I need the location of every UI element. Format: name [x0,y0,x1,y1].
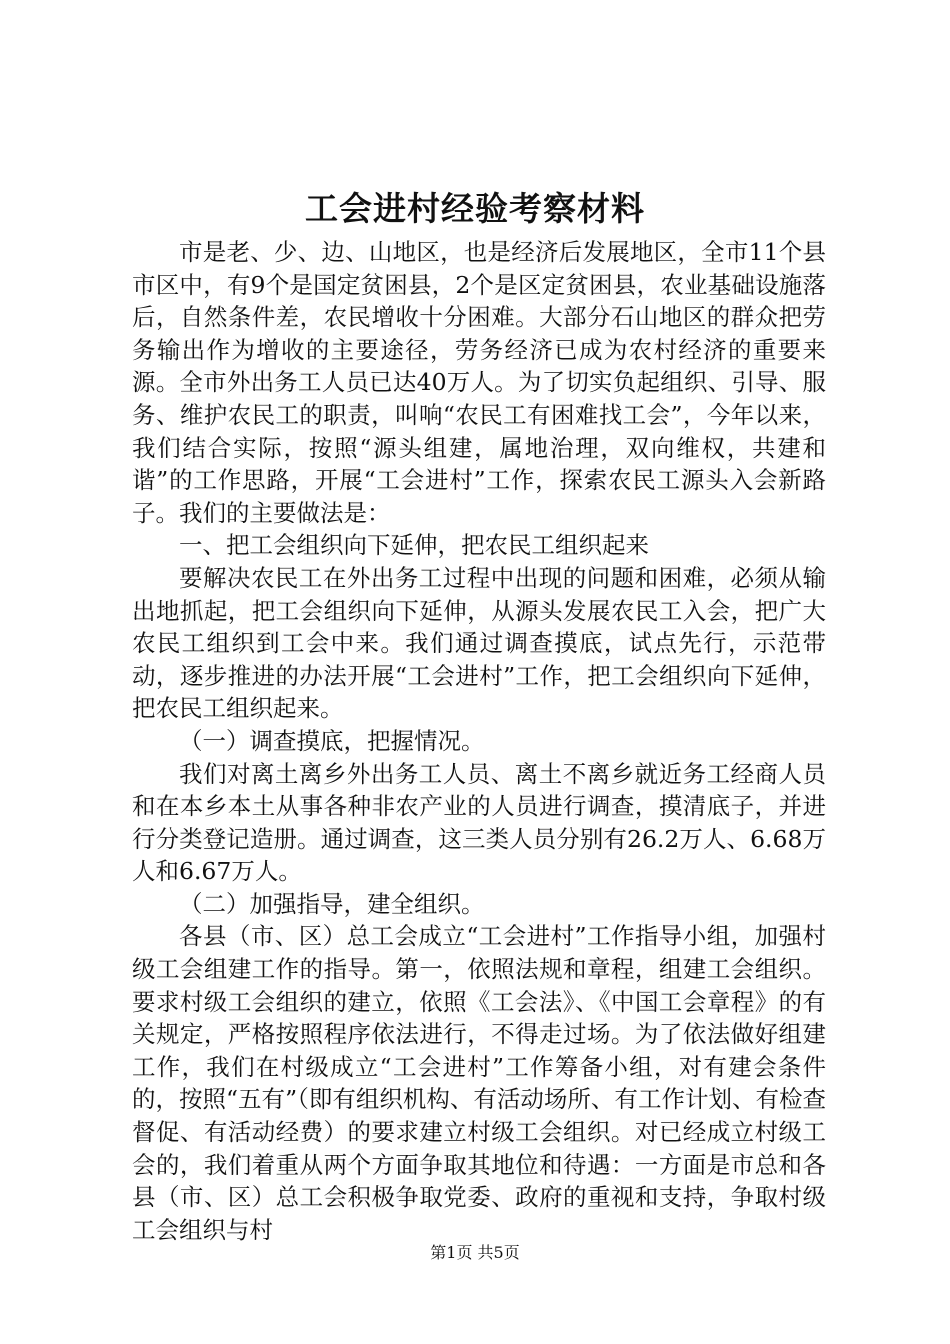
paragraph-section-1: 要解决农民工在外出务工过程中出现的问题和困难，必须从输出地抓起，把工会组织向下延伸，从源头发展农民工入会，把广大农民工组织到工会中来。我们通过调查摸底，试点先行，示范带动，逐步推进的办法开展“工会进村”工作，把工会组织向下延伸，把农民工组织起来。 [132,563,826,723]
subsection-heading-2: （二）加强指导，建全组织。 [179,889,485,918]
document-body [132,236,826,1246]
paragraph-subsection-1: 我们对离土离乡外出务工人员、离土不离乡就近务工经商人员和在本乡本土从事各种非农产业的人员进行调查，摸清底子，并进行分类登记造册。通过调查，这三类人员分别有26.2万人、6.68万人和6.67万人。 [132,759,826,886]
paragraph-intro: 市是老、少、边、山地区，也是经济后发展地区，全市11个县市区中，有9个是国定贫困县，2个是区定贫困县，农业基础设施落后，自然条件差，农民增收十分困难。大部分石山地区的群众把劳务输出作为增收的主要途径，劳务经济已成为农村经济的重要来源。全市外出务工人员已达40万人。为了切实负起组织、引导、服务、维护农民工的职责，叫响“农民工有困难找工会”，今年以来，我们结合实际，按照“源头组建，属地治理，双向维权，共建和谐”的工作思路，开展“工会进村”工作，探索农民工源头入会新路子。我们的主要做法是： [132,238,826,527]
document-title: 工会进村经验考察材料 [305,189,645,228]
page-number-footer: 第1页 共5页 [430,1243,520,1262]
paragraph-subsection-2: 各县（市、区）总工会成立“工会进村”工作指导小组，加强村级工会组建工作的指导。第一，依照法规和章程，组建工会组织。要求村级工会组织的建立，依照《工会法》、《中国工会章程》的有关规定，严格按照程序依法进行，不得走过场。为了依法做好组建工作，我们在村级成立“工会进村”工作筹备小组，对有建会条件的，按照“五有”（即有组织机构、有活动场所、有工作计划、有检查督促、有活动经费）的要求建立村级工会组织。对已经成立村级工会的，我们着重从两个方面争取其地位和待遇：一方面是市总和各县（市、区）总工会积极争取党委、政府的重视和支持，争取村级工会组织与村 [132,922,826,1244]
section-heading-1: 一、把工会组织向下延伸，把农民工组织起来 [179,531,649,560]
subsection-heading-1: （一）调查摸底，把握情况。 [179,726,485,755]
